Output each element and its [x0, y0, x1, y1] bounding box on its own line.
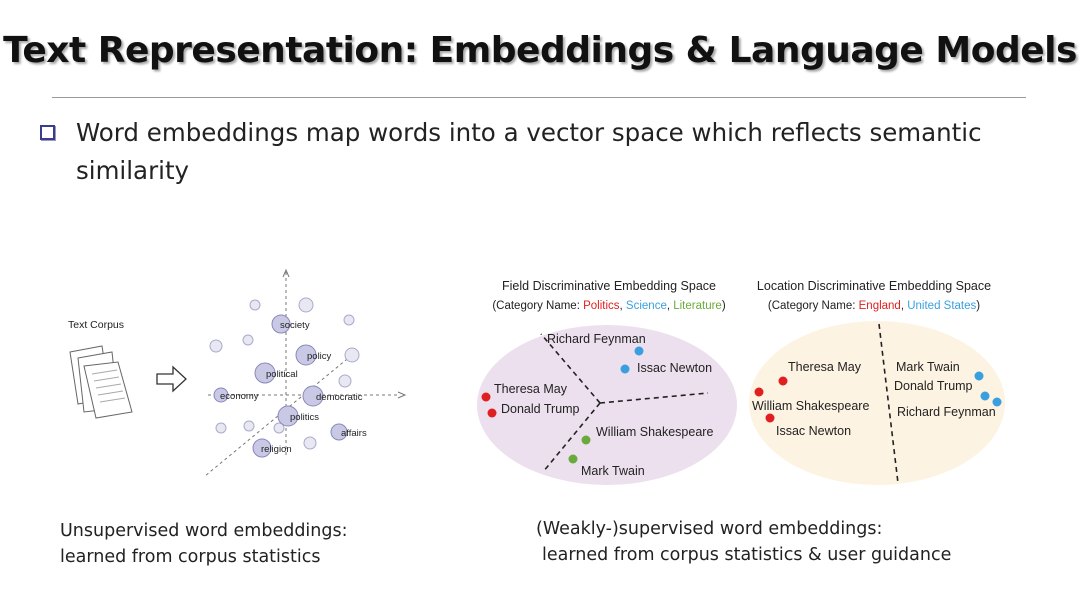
entity-label: Issac Newton — [637, 361, 713, 375]
right-caption — [536, 516, 951, 568]
axis-arrow — [398, 392, 405, 398]
category-name: Science — [625, 300, 667, 312]
category-name: England — [858, 300, 901, 312]
right-caption-line1: (Weakly-)supervised word embeddings: — [536, 519, 883, 539]
word-label: political — [266, 369, 298, 380]
category-name: United States — [907, 300, 977, 312]
category-suffix: ) — [721, 300, 726, 312]
category-prefix: (Category Name: — [767, 300, 859, 312]
right-caption-line2: learned from corpus statistics & user guidance — [542, 545, 952, 565]
bullet-text: Word embeddings map words into a vector space which reflects semantic similarity — [76, 118, 982, 185]
left-caption — [60, 518, 348, 570]
left-caption-line1: Unsupervised word embeddings: — [60, 521, 348, 541]
entity-label: Richard Feynman — [897, 405, 996, 419]
left-caption-line2: learned from corpus statistics — [60, 547, 321, 567]
entity-label: Donald Trump — [894, 379, 973, 393]
entity-label: Theresa May — [494, 382, 567, 396]
entity-label: Richard Feynman — [547, 332, 646, 346]
arrow-right-icon — [157, 367, 186, 391]
entity-label: Donald Trump — [501, 402, 580, 416]
entity-label: Theresa May — [788, 360, 861, 374]
category-separator: , — [619, 300, 626, 312]
field-space-title: Field Discriminative Embedding Space — [502, 279, 716, 293]
corpus-label: Text Corpus — [68, 319, 125, 331]
entity-label: William Shakespeare — [596, 425, 714, 439]
word-label: policy — [307, 351, 332, 362]
location-space-categories — [768, 300, 980, 312]
word-label: economy — [220, 391, 259, 402]
category-separator: , — [900, 300, 908, 312]
word-bubbles — [214, 315, 347, 457]
word-label: politics — [290, 412, 320, 423]
documents-icon — [70, 346, 132, 418]
word-label: society — [280, 320, 310, 331]
category-prefix: (Category Name: — [492, 300, 584, 312]
word-label: affairs — [341, 428, 367, 439]
field-space-categories — [492, 300, 726, 312]
entity-label: Issac Newton — [776, 424, 852, 438]
word-label: democratic — [316, 392, 363, 403]
location-space-title: Location Discriminative Embedding Space — [756, 279, 992, 293]
category-separator: , — [666, 300, 674, 312]
category-suffix: ) — [976, 300, 981, 312]
entity-label: William Shakespeare — [752, 399, 870, 413]
entity-label: Mark Twain — [581, 464, 645, 478]
slide-title: Text Representation: Embeddings & Language Models — [3, 30, 1077, 71]
category-name: Politics — [583, 300, 620, 312]
category-name: Literature — [673, 300, 722, 312]
word-label: religion — [261, 444, 292, 455]
entity-label: Mark Twain — [896, 360, 960, 374]
